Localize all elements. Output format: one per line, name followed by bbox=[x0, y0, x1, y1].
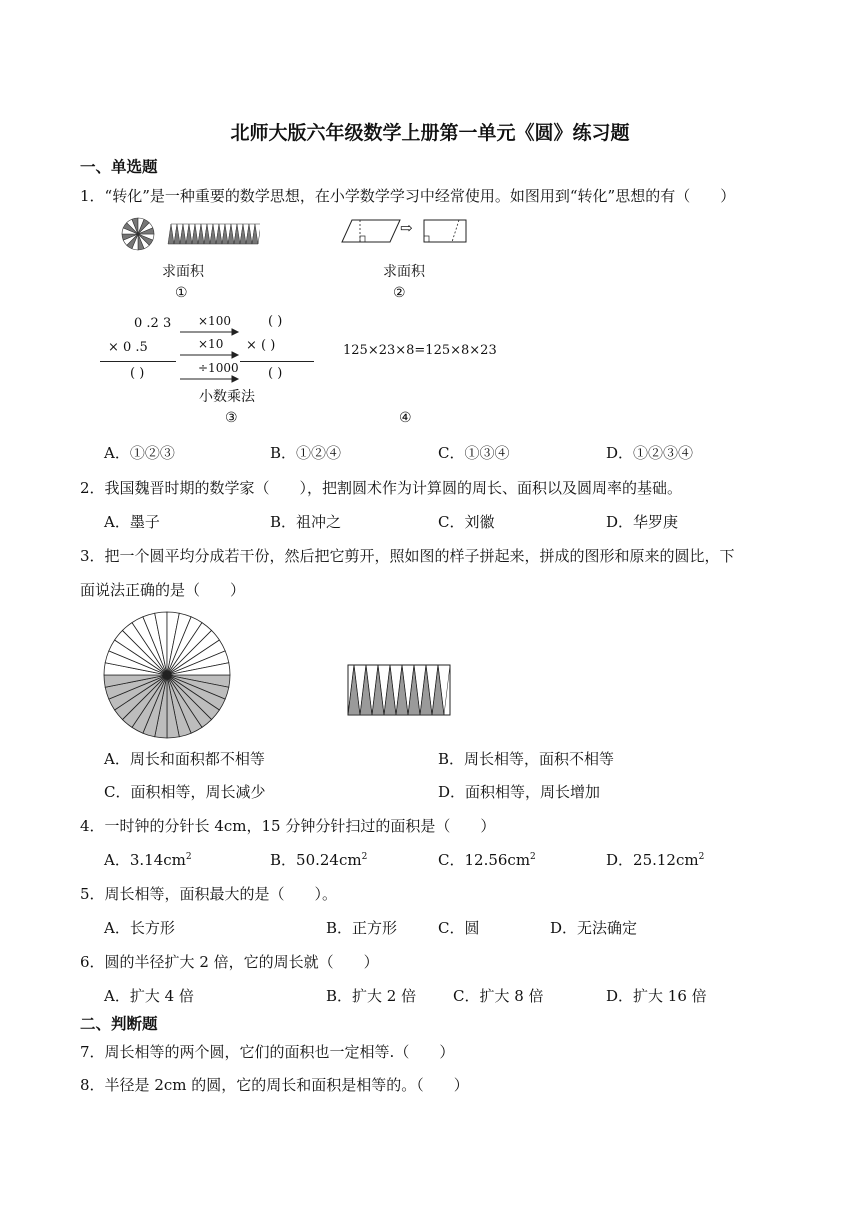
circle-sectors-figure bbox=[120, 215, 260, 255]
arrows-icon bbox=[180, 328, 240, 384]
left-division-line bbox=[100, 361, 176, 362]
question-8 bbox=[80, 1074, 469, 1095]
q4-option-c bbox=[438, 849, 536, 870]
question-6 bbox=[80, 951, 379, 972]
question-number: 7． bbox=[80, 1043, 105, 1061]
q4-option-d bbox=[606, 849, 704, 870]
q3-option-a: A．周长和面积都不相等 bbox=[104, 750, 265, 768]
figure-3-mark: ③ bbox=[225, 410, 238, 426]
question-4 bbox=[80, 815, 495, 836]
q1-option-c: C．①③④ bbox=[438, 444, 510, 462]
operation-label-2: ×10 bbox=[198, 337, 224, 351]
right-division-line bbox=[240, 361, 314, 362]
question-5 bbox=[80, 883, 337, 904]
q6-option-a: A．扩大 4 倍 bbox=[104, 987, 194, 1005]
question-number: 2． bbox=[80, 479, 105, 497]
result-top: ( ) bbox=[268, 314, 283, 329]
question-number: 3． bbox=[80, 547, 105, 565]
result-bottom: ( ) bbox=[268, 366, 283, 381]
question-number: 8． bbox=[80, 1076, 105, 1094]
question-text: 周长相等，面积最大的是（ ）。 bbox=[104, 885, 338, 903]
section-heading-true-false: 二、判断题 bbox=[80, 1015, 158, 1033]
product: ( ) bbox=[130, 366, 145, 381]
option-text: B．50.24cm bbox=[270, 851, 362, 869]
q2-option-a: A．墨子 bbox=[104, 513, 160, 531]
page-title: 北师大版六年级数学上册第一单元《圆》练习题 bbox=[230, 122, 630, 144]
question-text: “转化”是一种重要的数学思想，在小学数学学习中经常使用。如图用到“转化”思想的有（ ） bbox=[104, 187, 736, 205]
q5-option-d: D．无法确定 bbox=[550, 919, 638, 937]
question-text: 周长相等的两个圆，它们的面积也一定相等.（ ） bbox=[104, 1043, 455, 1061]
question-number: 6． bbox=[80, 953, 105, 971]
q2-option-b: B．祖冲之 bbox=[270, 513, 342, 531]
commutative-law-equation: 125×23×8=125×8×23 bbox=[343, 343, 497, 358]
question-number: 5． bbox=[80, 885, 105, 903]
superscript: 2 bbox=[698, 852, 705, 862]
figure-2-caption: 求面积 bbox=[383, 264, 425, 280]
figure-1-mark: ① bbox=[175, 285, 188, 301]
decimal-multiplication-figure bbox=[100, 312, 330, 392]
question-3 bbox=[80, 545, 735, 566]
superscript: 2 bbox=[530, 852, 536, 862]
q5-option-a: A．长方形 bbox=[104, 919, 175, 937]
question-number: 4． bbox=[80, 817, 105, 835]
operation-label-1: ×100 bbox=[198, 314, 231, 328]
result-middle: × ( ) bbox=[246, 338, 276, 353]
option-text: A．3.14cm bbox=[104, 851, 186, 869]
multiplier: × 0 .5 bbox=[108, 340, 148, 355]
question-text: 半径是 2cm 的圆，它的周长和面积是相等的。（ ） bbox=[104, 1076, 469, 1094]
question-2 bbox=[80, 477, 682, 498]
arrow-icon: ⇨ bbox=[400, 219, 413, 237]
q5-option-b: B．正方形 bbox=[326, 919, 398, 937]
figure-3-caption: 小数乘法 bbox=[199, 389, 255, 405]
q2-option-d: D．华罗庚 bbox=[606, 513, 679, 531]
question-number: 1． bbox=[80, 187, 105, 205]
superscript: 2 bbox=[185, 852, 192, 862]
q2-option-c: C．刘徽 bbox=[438, 513, 495, 531]
question-7 bbox=[80, 1041, 454, 1062]
q6-option-c: C．扩大 8 倍 bbox=[453, 987, 544, 1005]
superscript: 2 bbox=[361, 852, 368, 862]
question-text: 一时钟的分针长 4cm，15 分钟分针扫过的面积是（ ） bbox=[104, 817, 496, 835]
figure-1-caption: 求面积 bbox=[162, 264, 204, 280]
figure-2-mark: ② bbox=[393, 285, 406, 301]
figure-4-mark: ④ bbox=[399, 410, 412, 426]
q1-option-b: B．①②④ bbox=[270, 444, 342, 462]
q1-option-a: A．①②③ bbox=[104, 444, 175, 462]
circle-rearrangement-figure bbox=[100, 610, 460, 740]
question-text: 圆的半径扩大 2 倍，它的周长就（ ） bbox=[104, 953, 379, 971]
q5-option-c: C．圆 bbox=[438, 919, 480, 937]
q4-option-b bbox=[270, 849, 367, 870]
question-1 bbox=[80, 185, 735, 206]
q4-option-a bbox=[104, 849, 192, 870]
question-3-line-2: 面说法正确的是（ ） bbox=[80, 581, 246, 599]
q3-option-d: D．面积相等，周长增加 bbox=[438, 783, 601, 801]
question-text: 我国魏晋时期的数学家（ ），把割圆术作为计算圆的周长、面积以及圆周率的基础。 bbox=[104, 479, 683, 497]
question-text: 把一个圆平均分成若干份，然后把它剪开，照如图的样子拼起来，拼成的图形和原来的圆比，下 bbox=[104, 547, 735, 565]
option-text: C．12.56cm bbox=[438, 851, 531, 869]
section-heading-single-choice: 一、单选题 bbox=[80, 158, 158, 176]
operation-label-3: ÷1000 bbox=[198, 361, 239, 375]
q6-option-d: D．扩大 16 倍 bbox=[606, 987, 707, 1005]
q6-option-b: B．扩大 2 倍 bbox=[326, 987, 417, 1005]
q1-option-d: D．①②③④ bbox=[606, 444, 694, 462]
q3-option-b: B．周长相等，面积不相等 bbox=[438, 750, 615, 768]
option-text: D．25.12cm bbox=[606, 851, 699, 869]
q3-option-c: C．面积相等，周长减少 bbox=[104, 783, 266, 801]
multiplicand: 0 .2 3 bbox=[134, 316, 172, 331]
